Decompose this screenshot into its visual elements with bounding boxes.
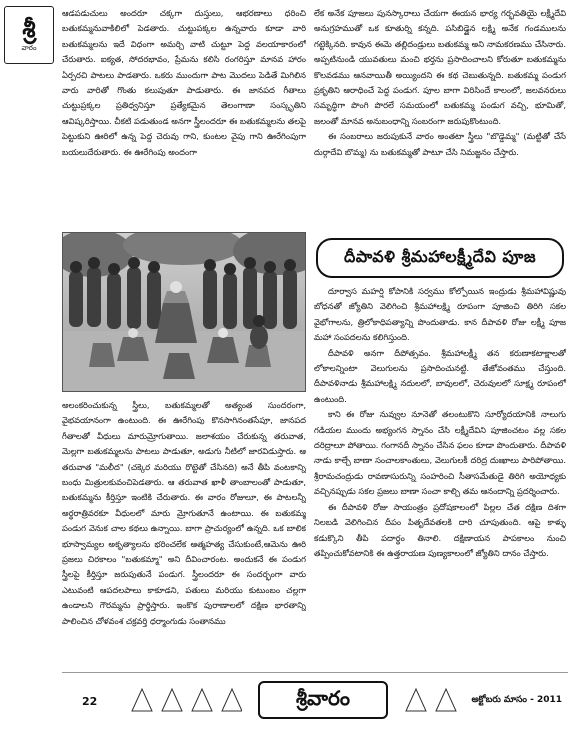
paragraph: అలంకరించుకున్న స్త్రీలు, బతుకమ్మలతో అత్యంత సుందరంగా, వైభవయానంగా ఉంటుంది. ఈ ఊరేగింపు కొనసాగినంతసేపూ, జానపద గీతాలతో వీధులు మారుమ్రోగుతాయి. జలాశయం చేరుకున్న తరువాత, మెల్లగా బతుకమ్మలను పాటలు పాడుతూ, అడుగు నీటిలో జారవిడుస్తారు. ఆ తరువాత "మలీద" (చక్కెర మరియు రొట్టెతో చేసినది) అనే తీపి వంటకాన్ని బంధు మిత్రులకువంచిపెడతారు. ఆ తరువాత ఖాళీ తాంబాలంతో పాడుతూ, బతుకమ్మను కీర్తిస్తూ ఇంటికి చేరుతారు. ఈ వారం రోజులూ, ఈ పాటలన్నీ అర్థరాత్రివరకూ వీధులలో మారు మ్రోగుతూనే ఉంటాయి. ఈ బతుకమ్మ పండుగ వెనుక చాల కథలు ఉన్నాయి. బాగా ప్రాచుర్యంలో ఉన్నది. ఒక బాలిక భూస్వామ్యల అకృత్యాలను భరించలేక ఆత్మహత్య చేసుకుంటే,ఆమెను ఊరి ప్రజలు చిరకాలం "బతుకమ్మా" అని దీవించారంట. అందుకనే ఈ పండుగ స్త్రీలపై కీర్తిస్తూ జరుపుతునే పండుగ. స్త్రీలందరూ ఈ సందర్భంగా వారు ఎటువంటి ఆపదలపాలు కాకూడని, పతులు మరియు కుటుంబం చల్లగా ఉండాలని గౌరమ్మను ప్రార్థిస్తారు. ఇంకొక పురాణాలలో దక్షిణ భారతాన్ని పాలించిన చోళవంశ చక్రవర్తి ధర్మాంగుడు సంతానము <box>62 400 306 626</box>
right-column-top <box>314 6 566 236</box>
footer-ornament-icon <box>122 685 242 715</box>
brand-text: శ్రీవారం <box>296 685 350 710</box>
page-footer <box>62 672 568 726</box>
page-number: 22 <box>82 695 98 708</box>
right-column-bottom <box>314 284 566 666</box>
paragraph: ఆడపడుచులు అందరూ చక్కగా దుస్తులు, ఆభరణాలు ధరించి బతుకమ్మనువాకిలిలో పెడతారు. చుట్టుపక్కల ఉన్నవారు కూడా వారి బతుకమ్మలను ఇదే విధంగా అమర్చి వాటి చుట్టూ పెద్ద వలయాకారంలో చేరుతారు. ఐక్యత, సోదరభావం, ప్రేమను కలిసి రంగరిస్తూ మానవ హారం ఏర్పరచి పాటలు పాడతారు. ఒకరు ముందుగా పాట మొదలు పెడితే మిగిలిన వారు వారితో గొంతు కలుపుతూ పాడుతారు. ఈ జానపద గీతాలు చుట్టుప్రక్కల ప్రతిధ్వనిస్తూ ప్రత్యేకమైన తెలంగాణా సంస్కృతిని ఆవిష్కరిస్తాయి. చీకటి పడుతుండ అనగా స్త్రీలందరూ ఈ బతుకమ్మలను తలపై పెట్టుకుని ఊరిలో ఉన్న పెద్ద చెరువు గాని, కుంటల వైపు గాని ఊరేగింపుగా బయలుదేరుతారు. ఈ ఊరేగింపు అందంగా <box>62 8 306 157</box>
paragraph: ఈ సంబరాలు జరుపుకునే వారం అంతటా స్త్రీలు "బొడ్డెమ్మ" (మట్టితో చేసే దుర్గాదేవి బొమ్మ) ను బతుకమ్మతో పాటూ చేసి నిమజ్జనం చేస్తారు. <box>314 131 566 157</box>
bathukamma-celebration-photo <box>62 232 306 392</box>
issue-date: అక్టోబరు మాసం - 2011 <box>471 695 562 705</box>
section-headline <box>316 238 564 278</box>
photo-illustration <box>63 233 306 392</box>
paragraph: లేక అనేక పూజలు పునస్కారాలు చేయగా ఈయన భార్య గర్భవతియై లక్ష్మీదేవి అనుగ్రహముతో ఒక కూతుర్ని కన్నది. పసిబిడ్డైన లక్ష్మి అనేక గండములను గట్టెక్కినది. కావున ఈమె తల్లిదండ్రులు బతుకమ్మ అని నామకరణము చేసినారు. అప్పటినుండి యువతులు మంచి భర్తను ప్రసాదించాలని కోరుతూ బతుకమ్మను కొలవడము ఆనవాయితీ అయ్యిందని ఈ కథ చెబుతున్నది. బతుకమ్మ పండుగ ప్రకృతిని ఆరాధించే పెద్ద పండుగ. పూల బాగా విరిసిందే కాలంలో, జలవనరులు సమృద్ధిగా పొంగి పొరలే సమయంలో బతుకమ్మ పండుగ వచ్చి, భూమితో, జలంతో మానవ అనుబంధాన్ని సంబరంగా జరుపుకొంటుంది. <box>314 8 566 126</box>
paragraph: దీపావళి అనగా దీపోత్సవం. శ్రీమహాలక్ష్మీ తన కరుణాకటాక్షాలతో లోకాలన్నింటా వెలుగులను ప్రసాదించునట్టి. తేజోవంతము చేస్తుంది. దీపావళినాడు శ్రీమహాలక్ష్మి నదులలో, బావులలో, చెరువులలో సూక్ష్మ రూపంలో ఉంటుంది. <box>314 347 566 404</box>
logo-text: శ్రీ <box>22 14 36 43</box>
paragraph: కాని ఈ రోజు నువ్వుల నూనెతో తలంటుకొని సూర్యోదయానికి నాలుగు గడియల ముందు అభ్యంగన స్నానం చేసి లక్ష్మీదేవిని పూజించటం వల్ల సకల దరిద్రాలూ పోతాయి. గంగానదీ స్నానం చేసిన ఫలం కూడా పొందుతారు. దీపావళి నాడు కాల్చే బాణా సంచాలకాంతులు, వెలుగులకీ దరిద్ర దుఃఖాలు పారిపోతాయి. శ్రీరామచంద్రుడు రావణాసురున్ని సంహరించి సీతాసమేతుడై తిరిగి అయోధ్యకు వచ్చినప్పుడు సకల ప్రజలు బాణా సంచా కాల్చి తమ ఆనందాన్ని ప్రదర్శించారు. <box>314 409 566 497</box>
left-column-bottom <box>62 398 306 666</box>
logo-subtitle: వారం <box>21 43 37 52</box>
footer-brand-logo <box>258 681 388 719</box>
magazine-logo-badge <box>4 6 54 64</box>
left-column-top <box>62 6 306 230</box>
paragraph: ఈ దీపావళి రోజు సాయంత్రం ప్రదోషకాలంలో పిల్లల చేత దక్షిణ దిశగా నిలబడి వెలిగించిన దీపం పితృదేవతలకి దారి చూపుతుంది. ఆపై కాళ్ళు కడుక్కొని తీపి పదార్థం తినాలి. దక్షిణాయన పాపకాలం నుంచి తప్పించుకోవటానికి ఈ ఉత్తరాయణ పుణ్యకాలంలో జ్యోతిని దానం చేస్తారు. <box>314 501 566 558</box>
paragraph: దూర్వాస మహర్షి కోపానికి సర్వము కోల్పోయిన ఇంద్రుడు శ్రీమహావిష్ణువు బోధనతో జ్యోతిని వెలిగించి శ్రీమహాలక్ష్మి రూపంగా పూజించి తిరిగి సకల వైభోగాలను, త్రిలోకాధిపత్యాన్ని పొందుతాడు. కాన దీపావళి రోజు లక్ష్మీ పూజ మహా సంపదలను కలిగిస్తుంది. <box>314 286 566 343</box>
headline-text: దీపావళి శ్రీమహాలక్ష్మీదేవి పూజ <box>343 246 537 266</box>
footer-ornament-icon <box>396 685 476 715</box>
